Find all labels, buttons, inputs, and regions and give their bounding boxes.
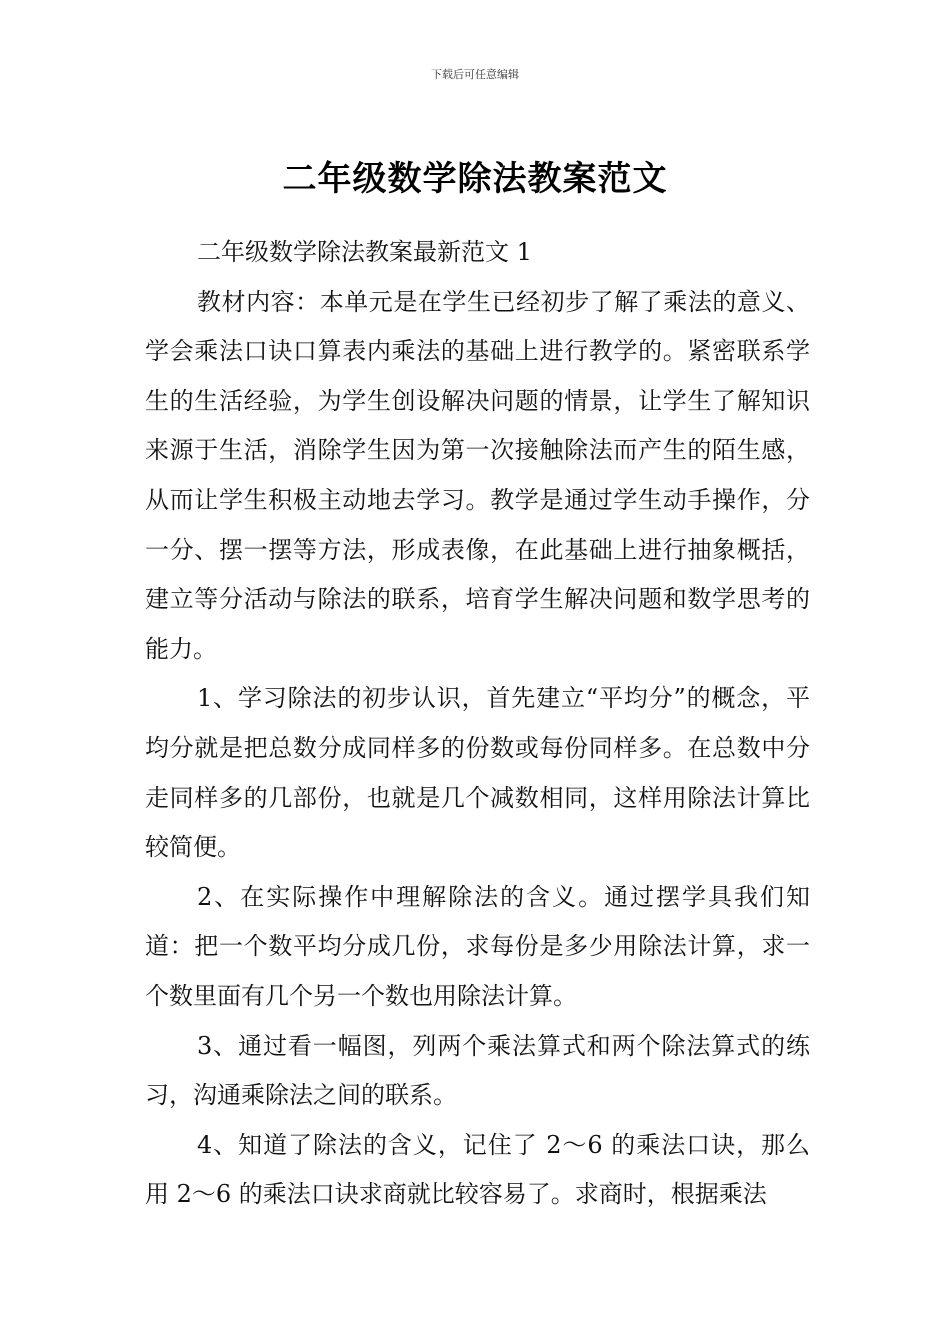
- document-title: 二年级数学除法教案范文: [282, 158, 668, 199]
- section-heading: 二年级数学除法教案最新范文 1: [197, 238, 532, 266]
- paragraph-teaching-content: 教材内容：本单元是在学生已经初步了解了乘法的意义、学会乘法口诀口算表内乘法的基础上进行教学的。紧密联系学生的生活经验，为学生创设解决问题的情景，让学生了解知识来源于生活，消除学生因为第一次接触除法而产生的陌生感，从而让学生积极主动地去学习。教学是通过学生动手操作，分一分、摆一摆等方法，形成表像，在此基础上进行抽象概括，建立等分活动与除法的联系，培育学生解决问题和数学思考的能力。: [145, 287, 810, 663]
- paragraph-point-2: 2、在实际操作中理解除法的含义。通过摆学具我们知道：把一个数平均分成几份，求每份是多少用除法计算，求一个数里面有几个另一个数也用除法计算。: [145, 882, 810, 1010]
- paragraph-point-1: 1、学习除法的初步认识，首先建立“平均分”的概念，平均分就是把总数分成同样多的份数或每份同样多。在总数中分走同样多的几部份，也就是几个减数相同，这样用除法计算比较简便。: [145, 684, 810, 862]
- paragraph-point-3: 3、通过看一幅图，列两个乘法算式和两个除法算式的练习，沟通乘除法之间的联系。: [145, 1031, 810, 1110]
- document-body: [145, 228, 810, 1220]
- paragraph-point-4: 4、知道了除法的含义，记住了 2～6 的乘法口诀，那么用 2～6 的乘法口诀求商就比较容易了。求商时，根据乘法: [145, 1130, 810, 1209]
- page-header-note: 下载后可任意编辑: [431, 68, 519, 81]
